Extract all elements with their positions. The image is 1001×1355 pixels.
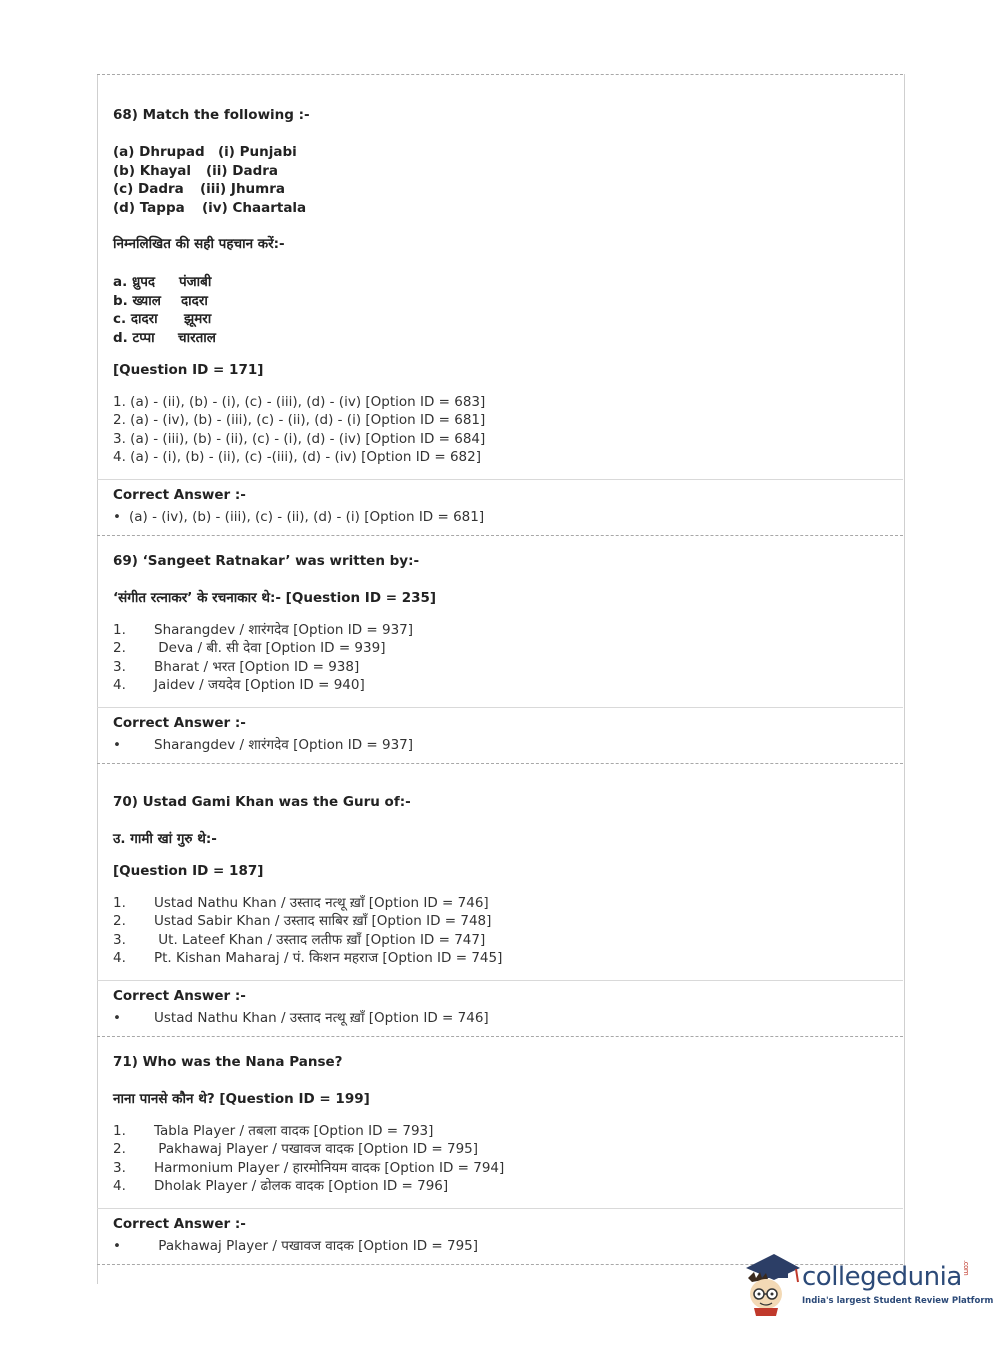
question-68-title: 68) Match the following :- bbox=[113, 107, 310, 123]
hindi-match-row: d. टप्पा चारताल bbox=[113, 330, 216, 346]
option-item: 4. Dholak Player / ढोलक वादक [Option ID = 796] bbox=[113, 1178, 449, 1194]
option-item: 3. Ut. Lateef Khan / उस्ताद लतीफ ख़ाँ [Option ID = 747] bbox=[113, 932, 486, 948]
correct-answer-label: Correct Answer :- bbox=[113, 1216, 246, 1232]
question-71-hindi-title: नाना पानसे कौन थे? [Question ID = 199] bbox=[113, 1091, 370, 1107]
match-row: (d) Tappa (iv) Chaartala bbox=[113, 200, 307, 216]
option-item: 1. Ustad Nathu Khan / उस्ताद नत्थू ख़ाँ [Option ID = 746] bbox=[113, 895, 489, 911]
option-item: 4. Jaidev / जयदेव [Option ID = 940] bbox=[113, 677, 365, 693]
divider bbox=[97, 980, 903, 981]
divider bbox=[97, 763, 903, 764]
option-item: 1. (a) - (ii), (b) - (i), (c) - (iii), (d) - (iv) [Option ID = 683] bbox=[113, 394, 486, 410]
question-id: [Question ID = 171] bbox=[113, 362, 264, 378]
option-item: 2. Pakhawaj Player / पखावज वादक [Option ID = 795] bbox=[113, 1141, 479, 1157]
correct-answer: • Ustad Nathu Khan / उस्ताद नत्थू ख़ाँ [Option ID = 746] bbox=[113, 1010, 489, 1026]
option-item: 1. Tabla Player / तबला वादक [Option ID = 793] bbox=[113, 1123, 434, 1139]
mascot-icon bbox=[740, 1248, 802, 1316]
option-item: 3. Harmonium Player / हारमोनियम वादक [Option ID = 794] bbox=[113, 1160, 505, 1176]
option-item: 3. Bharat / भरत [Option ID = 938] bbox=[113, 659, 360, 675]
option-item: 1. Sharangdev / शारंगदेव [Option ID = 937] bbox=[113, 622, 414, 638]
divider bbox=[97, 1036, 903, 1037]
hindi-match-row: a. ध्रुपद पंजाबी bbox=[113, 274, 212, 290]
correct-answer: • Sharangdev / शारंगदेव [Option ID = 937] bbox=[113, 737, 414, 753]
option-item: 4. (a) - (i), (b) - (ii), (c) -(iii), (d) - (iv) [Option ID = 682] bbox=[113, 449, 482, 465]
hindi-match-row: c. दादरा झूमरा bbox=[113, 311, 212, 327]
brand-tagline: India's largest Student Review Platform bbox=[802, 1296, 994, 1306]
question-69-title: 69) ‘Sangeet Ratnakar’ was written by:- bbox=[113, 553, 420, 569]
brand-name: collegedunia.com bbox=[802, 1260, 970, 1292]
collegedunia-logo[interactable] bbox=[740, 1248, 994, 1318]
question-70-hindi-title: उ. गामी खां गुरु थे:- bbox=[113, 831, 217, 847]
correct-answer: • Pakhawaj Player / पखावज वादक [Option ID = 795] bbox=[113, 1238, 479, 1254]
question-69-hindi-title: ‘संगीत रत्नाकर’ के रचनाकार थे:- [Question ID = 235] bbox=[113, 590, 437, 606]
option-item: 2. Deva / बी. सी देवा [Option ID = 939] bbox=[113, 640, 386, 656]
option-item: 3. (a) - (iii), (b) - (ii), (c) - (i), (d) - (iv) [Option ID = 684] bbox=[113, 431, 486, 447]
divider bbox=[97, 74, 903, 75]
correct-answer-label: Correct Answer :- bbox=[113, 715, 246, 731]
correct-answer: • (a) - (iv), (b) - (iii), (c) - (ii), (d) - (i) [Option ID = 681] bbox=[113, 509, 485, 525]
question-id: [Question ID = 187] bbox=[113, 863, 264, 879]
option-item: 4. Pt. Kishan Maharaj / पं. किशन महराज [Option ID = 745] bbox=[113, 950, 503, 966]
question-68-hindi-title: निम्नलिखित की सही पहचान करें:- bbox=[113, 236, 285, 252]
correct-answer-label: Correct Answer :- bbox=[113, 487, 246, 503]
divider bbox=[97, 1208, 903, 1209]
hindi-match-row: b. ख्याल दादरा bbox=[113, 293, 208, 309]
question-71-title: 71) Who was the Nana Panse? bbox=[113, 1054, 343, 1070]
match-row: (a) Dhrupad (i) Punjabi bbox=[113, 144, 297, 160]
divider bbox=[97, 707, 903, 708]
correct-answer-label: Correct Answer :- bbox=[113, 988, 246, 1004]
divider bbox=[97, 535, 903, 536]
divider bbox=[97, 479, 903, 480]
match-row: (c) Dadra (iii) Jhumra bbox=[113, 181, 286, 197]
option-item: 2. (a) - (iv), (b) - (iii), (c) - (ii), (d) - (i) [Option ID = 681] bbox=[113, 412, 486, 428]
match-row: (b) Khayal (ii) Dadra bbox=[113, 163, 279, 179]
question-70-title: 70) Ustad Gami Khan was the Guru of:- bbox=[113, 794, 411, 810]
option-item: 2. Ustad Sabir Khan / उस्ताद साबिर ख़ाँ [Option ID = 748] bbox=[113, 913, 492, 929]
